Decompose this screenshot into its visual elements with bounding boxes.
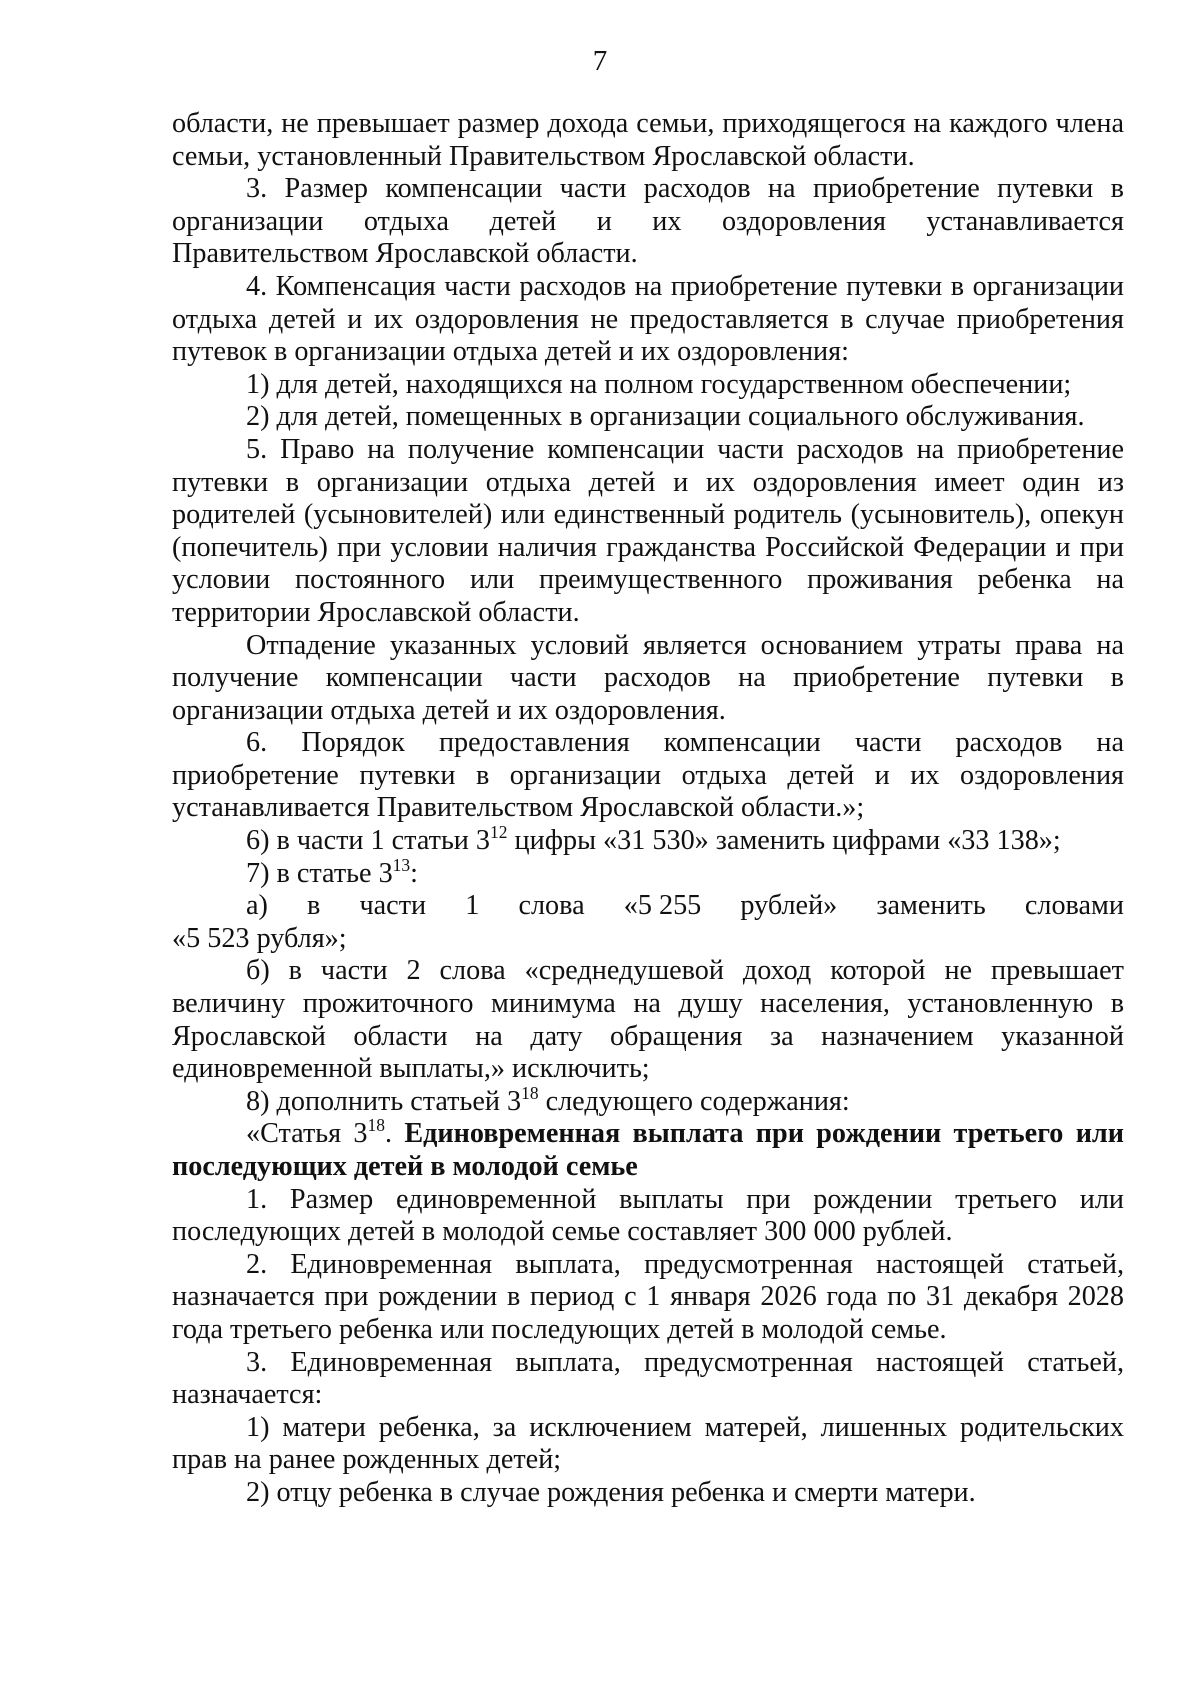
amendment-6-text-end: цифры «31 530» заменить цифрами «33 138»;	[507, 825, 1061, 857]
paragraph-item-3: 3. Размер компенсации части расходов на приобретение путевки в организации отдыха детей и их оздоровления устанавливается Правительством Ярославской области.	[172, 173, 1124, 270]
article-title: Единовременная выплата при рождении третьего или последующих детей в молодой семье	[172, 1118, 1124, 1182]
article-subitem-2: 2) отцу ребенка в случае рождения ребенка и смерти матери.	[246, 1476, 976, 1508]
document-body	[172, 108, 1124, 1510]
paragraph-conditions-loss: Отпадение указанных условий является основанием утраты права на получение компенсации части расходов на приобретение путевки в организации отдыха детей и их оздоровления.	[172, 629, 1124, 726]
amendment-7a-line	[172, 890, 1124, 923]
article-label: «Статья 3	[246, 1118, 368, 1150]
amendment-7a-word: рублей»	[740, 890, 838, 922]
amendment-8-text: 8) дополнить статьей 3	[246, 1085, 522, 1117]
amendment-7a-word: заменить	[876, 890, 986, 922]
article-dot: .	[384, 1118, 393, 1150]
amendment-8-text-end: следующего содержания:	[538, 1085, 850, 1117]
article-subitem-1: 1) матери ребенка, за исключением матерей, лишенных родительских прав на ранее рожденных детей;	[172, 1411, 1124, 1476]
amendment-7a-word: в	[307, 890, 321, 922]
paragraph-item-6: 6. Порядок предоставления компенсации части расходов на приобретение путевки в организации отдыха детей и их оздоровления устанавливается Правительством Ярославской области.»;	[172, 727, 1124, 824]
amendment-6-text: 6) в части 1 статьи 3	[246, 825, 491, 857]
amendment-7a-word: словами	[1024, 890, 1124, 922]
paragraph-item-4: 4. Компенсация части расходов на приобретение путевки в организации отдыха детей и их оздоровления не предоставляется в случае приобретения путевок в организации отдыха детей и их оздоровления:	[172, 270, 1124, 368]
article-item-3: 3. Единовременная выплата, предусмотренная настоящей статьей, назначается:	[172, 1346, 1124, 1411]
article-heading	[172, 1115, 1124, 1183]
amendment-7-superscript: 13	[392, 854, 411, 875]
amendment-7b: б) в части 2 слова «среднедушевой доход которой не превышает величину прожиточного минимума на душу населения, установленную в Ярославской области на дату обращения за назначением указанной единовременной выплаты,» исключить;	[172, 955, 1124, 1085]
amendment-7a-word: части	[359, 890, 427, 922]
amendment-6	[172, 822, 1124, 858]
amendment-7a-word: а)	[246, 890, 268, 922]
amendment-7a-word: слова	[518, 890, 585, 922]
article-item-1: 1. Размер единовременной выплаты при рождении третьего или последующих детей в молодой семье составляет 300 000 рублей.	[172, 1183, 1124, 1248]
amendment-7-text: 7) в статье 3	[246, 857, 393, 889]
amendment-7-text-end: :	[410, 857, 418, 889]
article-superscript: 18	[367, 1115, 385, 1136]
article-item-2: 2. Единовременная выплата, предусмотренная настоящей статьей, назначается при рождении в период с 1 января 2026 года по 31 декабря 2028 года третьего ребенка или последующих детей в молодой семье.	[172, 1248, 1124, 1345]
amendment-8-superscript: 18	[521, 1082, 539, 1103]
amendment-7	[172, 854, 1124, 891]
amendment-7a-word: 1	[465, 890, 480, 922]
amendment-7a-continuation: «5 523 рубля»;	[172, 922, 347, 954]
amendment-6-superscript: 12	[490, 822, 508, 843]
page-number: 7	[592, 45, 608, 77]
subitem-1: 1) для детей, находящихся на полном государственном обеспечении;	[246, 368, 1072, 400]
amendment-7a-word: «5 255	[623, 890, 702, 922]
amendment-8	[172, 1082, 1124, 1119]
paragraph-item-5: 5. Право на получение компенсации части расходов на приобретение путевки в организации отдыха детей и их оздоровления имеет один из родителей (усыновителей) или единственный родитель (усыновитель), опекун (попечитель) при условии наличия гражданства Российской Федерации и при условии постоянного или преимущественного проживания ребенка на территории Ярославской области.	[172, 433, 1124, 628]
subitem-2: 2) для детей, помещенных в организации социального обслуживания.	[246, 401, 1085, 433]
paragraph-continuation: области, не превышает размер дохода семьи, приходящегося на каждого члена семьи, установленный Правительством Ярославской области.	[172, 108, 1124, 172]
